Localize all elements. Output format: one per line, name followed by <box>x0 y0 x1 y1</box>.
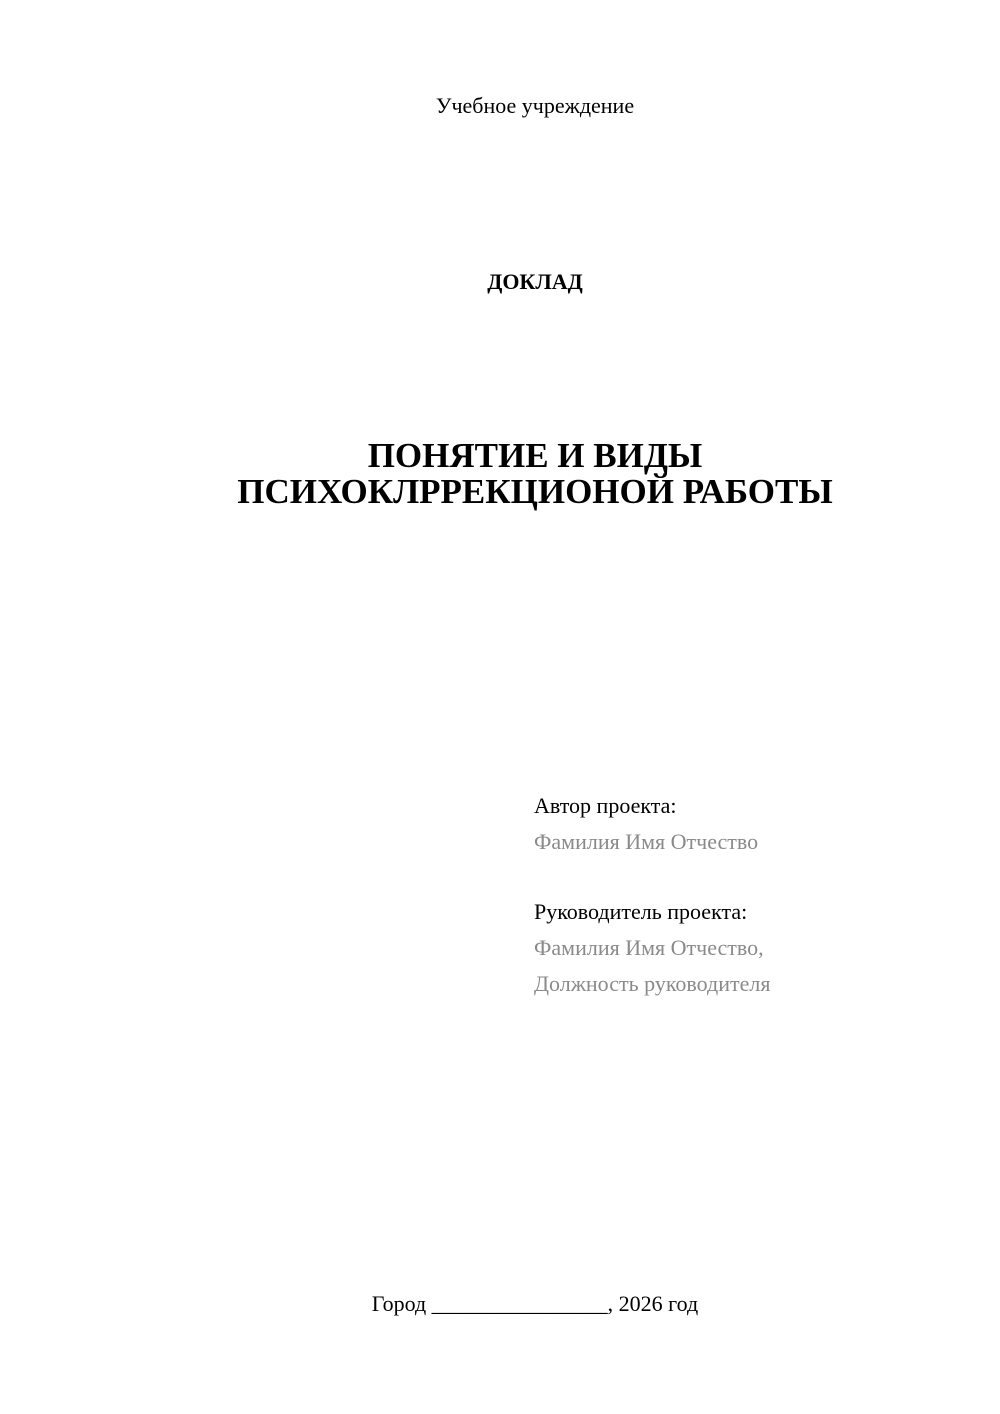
city-year-line: Город ________________, 2026 год <box>371 1291 699 1316</box>
title-line-1: ПОНЯТИЕ И ВИДЫ <box>367 436 703 475</box>
institution-name: Учебное учреждение <box>435 93 635 118</box>
credits-spacer <box>534 860 770 894</box>
document-type: ДОКЛАД <box>487 269 583 294</box>
document-title <box>0 438 1000 510</box>
title-line-2: ПСИХОКЛРРЕКЦИОНОЙ РАБОТЫ <box>237 472 833 511</box>
supervisor-position: Должность руководителя <box>534 971 771 996</box>
author-label: Автор проекта: <box>534 793 677 818</box>
supervisor-name: Фамилия Имя Отчество, <box>534 935 764 960</box>
author-name: Фамилия Имя Отчество <box>534 829 759 854</box>
supervisor-label: Руководитель проекта: <box>534 899 748 924</box>
credits-block <box>534 788 770 1002</box>
